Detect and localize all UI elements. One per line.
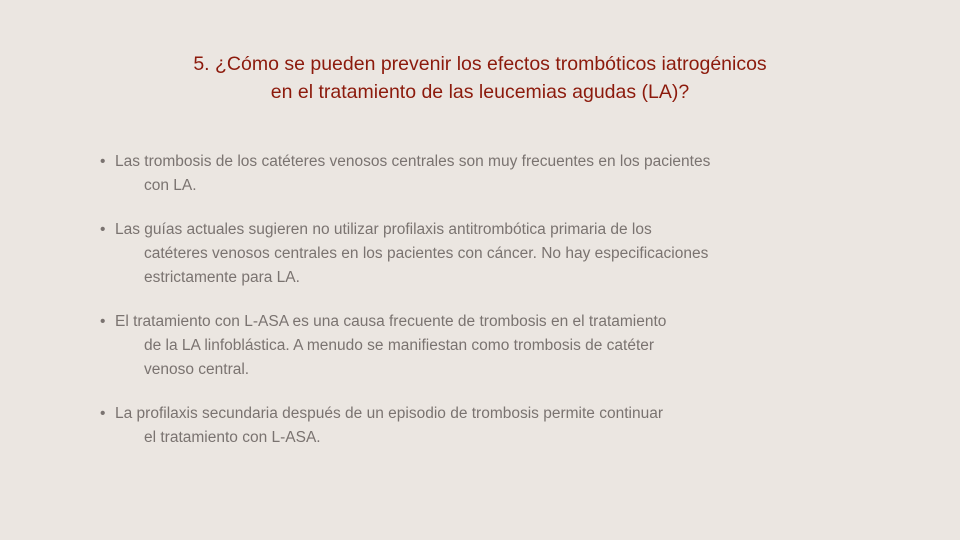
title-line: en el tratamiento de las leucemias agudas (LA)? — [270, 81, 690, 103]
bullet-line: el tratamiento con L-ASA. — [144, 429, 321, 446]
bullet-line-first: • La profilaxis secundaria después de un episodio de trombosis permite continuar — [100, 402, 860, 426]
title-line: 5. ¿Cómo se pueden prevenir los efectos trombóticos iatrogénicos — [193, 53, 767, 75]
bullet-item — [100, 310, 860, 382]
bullet-line: venoso central. — [144, 361, 250, 378]
bullet-item — [100, 402, 860, 450]
bullet-dot-icon: • — [100, 405, 106, 422]
bullet-dot-icon: • — [100, 313, 106, 330]
bullet-dot-icon: • — [100, 153, 106, 170]
bullet-line: con LA. — [144, 177, 197, 194]
bullet-list — [100, 150, 860, 470]
bullet-line: estrictamente para LA. — [144, 269, 300, 286]
bullet-line: catéteres venosos centrales en los pacientes con cáncer. No hay especificaciones — [144, 245, 709, 262]
bullet-line-first: • Las guías actuales sugieren no utilizar profilaxis antitrombótica primaria de los — [100, 218, 860, 242]
bullet-line-first: • El tratamiento con L-ASA es una causa frecuente de trombosis en el tratamiento — [100, 310, 860, 334]
bullet-line-first: • Las trombosis de los catéteres venosos centrales son muy frecuentes en los pacientes — [100, 150, 860, 174]
bullet-dot-icon: • — [100, 221, 106, 238]
slide-title — [0, 50, 960, 106]
bullet-item — [100, 150, 860, 198]
bullet-line: de la LA linfoblástica. A menudo se manifiestan como trombosis de catéter — [144, 337, 655, 354]
bullet-item — [100, 218, 860, 290]
